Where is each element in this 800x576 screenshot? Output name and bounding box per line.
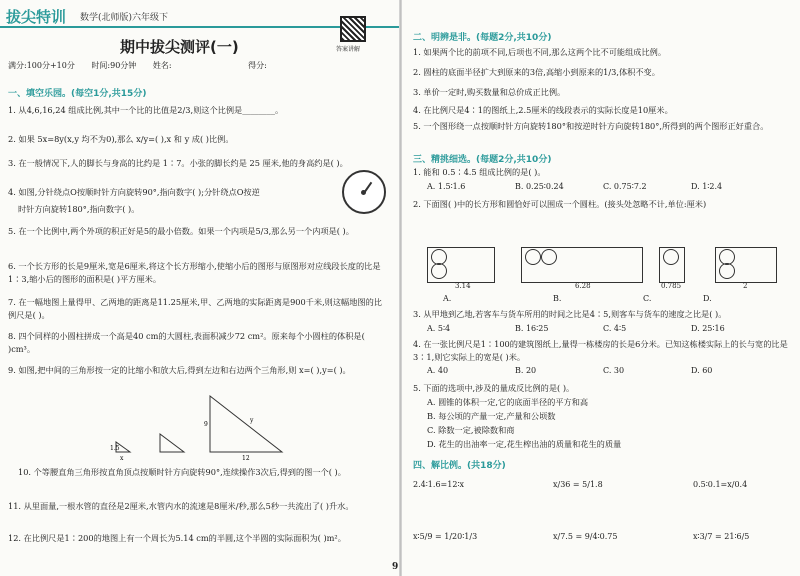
option-c[interactable]: C. 30 [603, 366, 625, 375]
judge-1: 1. 如果两个比的前项不同,后项也不同,那么这两个比不可能组成比例。 [413, 47, 667, 57]
question-8: 8. 四个同样的小圆柱拼成一个高是40 cm的大圆柱,表面积减少72 cm²。原来每个小圆柱的体积是( )cm³。 [8, 331, 365, 354]
tri-label-x: x [120, 455, 124, 462]
tri-label-9: 9 [204, 421, 208, 428]
choice-3-options [427, 324, 779, 333]
choice-5-b[interactable]: B. 每公顷的产量一定,产量和公顷数 [427, 411, 556, 421]
circle-icon [719, 263, 735, 279]
page-number: 9 [392, 562, 399, 572]
question-10: 10. 个等腰直角三角形按直角顶点按顺时针方向旋转90°,连续操作3次后,得到的图一个( )。 [18, 467, 346, 477]
choice-5-c[interactable]: C. 除数一定,被除数和商 [427, 425, 515, 435]
option-b[interactable]: B. 16∶25 [515, 324, 549, 333]
choice-1: 1. 能和 0.5∶4.5 组成比例的是( )。 [413, 167, 546, 177]
circle-icon [541, 249, 557, 265]
question-3: 3. 在一般情况下,人的脚长与身高的比约是 1∶7。小张的脚长约是 25 厘米,他的身高约是( )。 [8, 158, 348, 168]
exam-meta [8, 60, 388, 71]
tri-label-1: 1.5 [110, 445, 120, 452]
name-label: 姓名: [152, 61, 172, 70]
question-6: 6. 一个长方形的长是9厘米,宽是6厘米,将这个长方形缩小,使缩小后的图形与原图形对应线段长度的比是1∶3,缩小后的图形的面积是( )平方厘米。 [8, 261, 381, 284]
judge-3: 3. 单价一定时,购买数量和总价成正比例。 [413, 87, 566, 97]
choice-2-options [443, 294, 791, 303]
judge-2: 2. 圆柱的底面半径扩大到原来的3倍,高缩小到原来的1/3,体积不变。 [413, 67, 660, 77]
question-9: 9. 如图,把中间的三角形按一定的比缩小和放大后,得到左边和右边两个三角形,则 x=( ),y=( )。 [8, 365, 351, 375]
option-b[interactable]: B. [553, 294, 562, 303]
cylinder-nets [423, 243, 783, 281]
question-11: 11. 从里面量,一根水管的直径是2厘米,水管内水的流速是8厘米/秒,那么5秒一共流出了( )升水。 [8, 501, 354, 511]
option-a[interactable]: A. [443, 294, 452, 303]
page-title: 期中拔尖测评(一) [120, 38, 239, 56]
qr-code-icon[interactable] [340, 16, 366, 42]
dim-d: 2 [743, 282, 748, 290]
triangles-figure [110, 392, 290, 462]
section-choice: 三、精挑细选。(每题2分,共10分) [413, 155, 552, 165]
option-a[interactable]: A. 40 [427, 366, 449, 375]
qr-caption: 答案讲解 [336, 46, 361, 53]
choice-5-d[interactable]: D. 花生的出油率一定,花生榨出油的质量和花生的质量 [427, 439, 622, 449]
proportion-3: 0.5∶0.1=x/0.4 [693, 480, 748, 489]
question-5: 5. 在一个比例中,两个外项的积正好是5的最小倍数。如果一个内项是5/3,那么另一个内项是( )。 [8, 226, 354, 236]
dim-a: 3.14 [455, 282, 471, 290]
score-label: 得分: [248, 61, 267, 70]
option-d[interactable]: D. 25∶16 [691, 324, 725, 333]
choice-4: 4. 在一张比例尺是1∶100的建筑图纸上,量得一栋楼房的长是6分米。已知这栋楼实际上的长与宽的比是3∶1,则它实际上的宽是( )米。 [413, 339, 788, 362]
option-b[interactable]: B. 20 [515, 366, 537, 375]
option-d[interactable]: D. 1∶2.4 [691, 182, 723, 191]
question-12: 12. 在比例尺是1∶200的地图上有一个周长为5.14 cm的半圆,这个半圆的实际面积为( )m²。 [8, 533, 346, 543]
section-judge: 二、明辨是非。(每题2分,共10分) [413, 33, 552, 43]
circle-icon [663, 249, 679, 265]
choice-1-options [427, 182, 779, 191]
choice-3: 3. 从甲地到乙地,若客车与货车所用的时间之比是4∶5,则客车与货车的速度之比是( )。 [413, 309, 727, 319]
clock-icon [342, 170, 386, 214]
dim-b: 6.28 [575, 282, 591, 290]
option-c[interactable]: C. 0.75∶7.2 [603, 182, 647, 191]
option-d[interactable]: D. [703, 294, 712, 303]
proportion-5: x/7.5 = 9/4∶0.75 [553, 532, 618, 541]
judge-5: 5. 一个图形绕一点按顺时针方向旋转180°和按逆时针方向旋转180°,所得到的两个图形正好重合。 [413, 121, 769, 131]
choice-2: 2. 下面图( )中的长方形和圆恰好可以围成一个圆柱。(接头处忽略不计,单位:厘米) [413, 199, 707, 209]
score-info: 满分:100分+10分 [8, 61, 75, 70]
option-a[interactable]: A. 5∶4 [427, 324, 451, 333]
question-1: 1. 从4,6,16,24 组成比例,其中一个比的比值是2/3,则这个比例是________。 [8, 105, 284, 115]
time-info: 时间:90分钟 [91, 61, 137, 70]
tri-label-12: 12 [242, 455, 250, 462]
choice-5: 5. 下面的选项中,涉及的量成反比例的是( )。 [413, 383, 575, 393]
option-a[interactable]: A. 1.5∶1.6 [427, 182, 466, 191]
option-c[interactable]: C. [643, 294, 652, 303]
question-4b: 时针方向旋转180°,指向数字( )。 [18, 204, 140, 214]
tri-label-y: y [250, 417, 254, 424]
question-4a: 4. 如图,分针绕点O按顺时针方向旋转90°,指向数字( );分针绕点O按逆 [8, 187, 260, 197]
question-2: 2. 如果 5x=8y(x,y 均不为0),那么 x/y=( ),x 和 y 成( )比例。 [8, 134, 234, 144]
series-label: 数学(北师版)六年级下 [80, 13, 169, 23]
dim-c: 0.785 [661, 282, 682, 290]
proportion-4: x∶5/9 = 1/20∶1/3 [413, 532, 478, 541]
brand-logo: 拔尖特训 [6, 8, 67, 26]
choice-5-a[interactable]: A. 圆锥的体积一定,它的底面半径的平方和高 [427, 397, 589, 407]
choice-4-options [427, 366, 779, 375]
option-b[interactable]: B. 0.25∶0.24 [515, 182, 564, 191]
question-7: 7. 在一幅地图上量得甲、乙两地的距离是11.25厘米,甲、乙两地的实际距离是900千米,则这幅地图的比例尺是( )。 [8, 297, 382, 320]
spine [399, 0, 402, 576]
proportion-1: 2.4∶1.6=12∶x [413, 480, 465, 489]
right-page [403, 0, 800, 576]
judge-4: 4. 在比例尺是4∶1的图纸上,2.5厘米的线段表示的实际长度是10厘米。 [413, 105, 673, 115]
option-d[interactable]: D. 60 [691, 366, 713, 375]
circle-icon [525, 249, 541, 265]
option-c[interactable]: C. 4∶5 [603, 324, 627, 333]
circle-icon [431, 263, 447, 279]
section-proportion: 四、解比例。(共18分) [413, 461, 506, 471]
section-fill: 一、填空乐园。(每空1分,共15分) [8, 89, 147, 99]
proportion-2: x/36 = 5/1.8 [553, 480, 603, 489]
proportion-6: x∶3/7 = 21∶6/5 [693, 532, 750, 541]
